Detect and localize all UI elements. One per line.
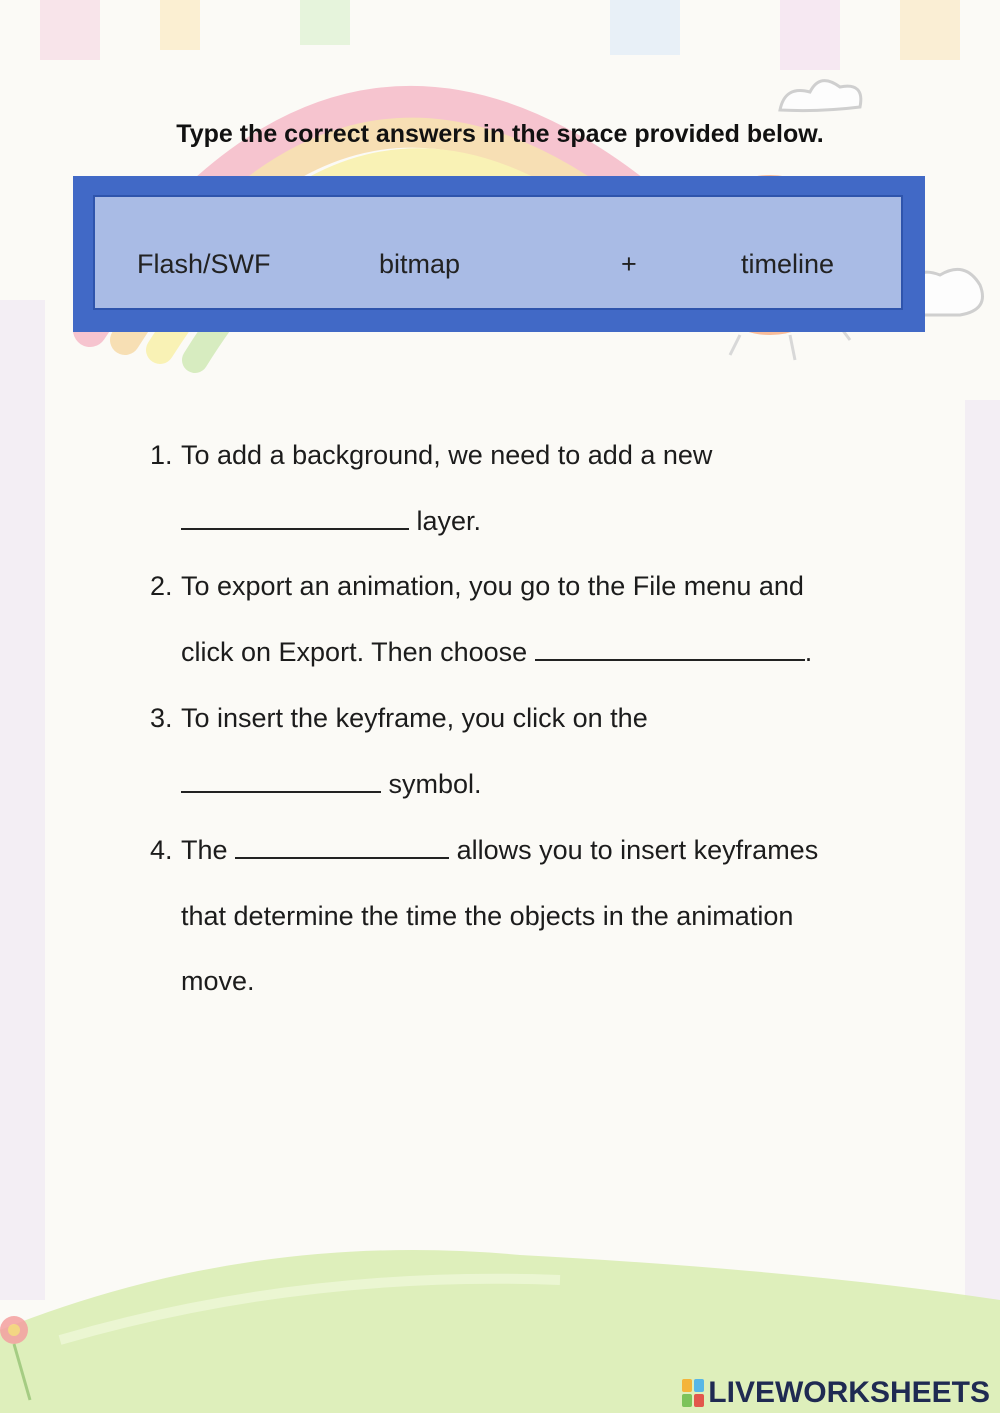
- word-bank-item[interactable]: +: [621, 249, 637, 279]
- question-text: To export an animation, you go to the File menu and: [181, 571, 804, 601]
- question-text: The: [181, 835, 228, 865]
- question-3-line-1: [150, 703, 648, 734]
- question-text: that determine the time the objects in the animation: [181, 901, 794, 931]
- question-text: allows you to insert keyframes: [456, 835, 819, 865]
- instruction-heading: Type the correct answers in the space provided below.: [176, 120, 824, 148]
- word-bank-box: [93, 195, 903, 310]
- question-1-line-1: [150, 440, 712, 471]
- word-bank-frame: [73, 176, 925, 332]
- answer-blank-1[interactable]: [181, 508, 409, 530]
- brand-name: LIVEWORKSHEETS: [708, 1376, 990, 1409]
- question-4-line-3: [181, 966, 255, 997]
- word-bank-item[interactable]: timeline: [741, 249, 835, 279]
- question-1-line-2: [181, 506, 481, 537]
- question-4-line-2: [181, 901, 793, 932]
- question-4-line-1: [150, 835, 818, 866]
- question-text: move.: [181, 966, 255, 996]
- question-text: To insert the keyframe, you click on the: [181, 703, 648, 733]
- question-number: 1.: [150, 440, 173, 470]
- question-3-line-2: [181, 769, 482, 800]
- question-number: 4.: [150, 835, 173, 865]
- question-2-line-2: [181, 637, 812, 668]
- question-text: To add a background, we need to add a new: [181, 440, 713, 470]
- question-number: 2.: [150, 571, 173, 601]
- liveworksheets-logo: [682, 1376, 990, 1410]
- question-text: layer.: [416, 506, 482, 536]
- question-number: 3.: [150, 703, 173, 733]
- question-text: click on Export. Then choose: [181, 637, 528, 667]
- question-2-line-1: [150, 571, 804, 602]
- answer-blank-2[interactable]: [535, 639, 805, 661]
- liveworksheets-logo-icon: [682, 1379, 704, 1407]
- question-text: .: [804, 637, 813, 667]
- question-text: symbol.: [388, 769, 482, 799]
- word-bank-item[interactable]: Flash/SWF: [137, 249, 271, 279]
- answer-blank-4[interactable]: [235, 837, 449, 859]
- answer-blank-3[interactable]: [181, 771, 381, 793]
- word-bank-item[interactable]: bitmap: [379, 249, 461, 279]
